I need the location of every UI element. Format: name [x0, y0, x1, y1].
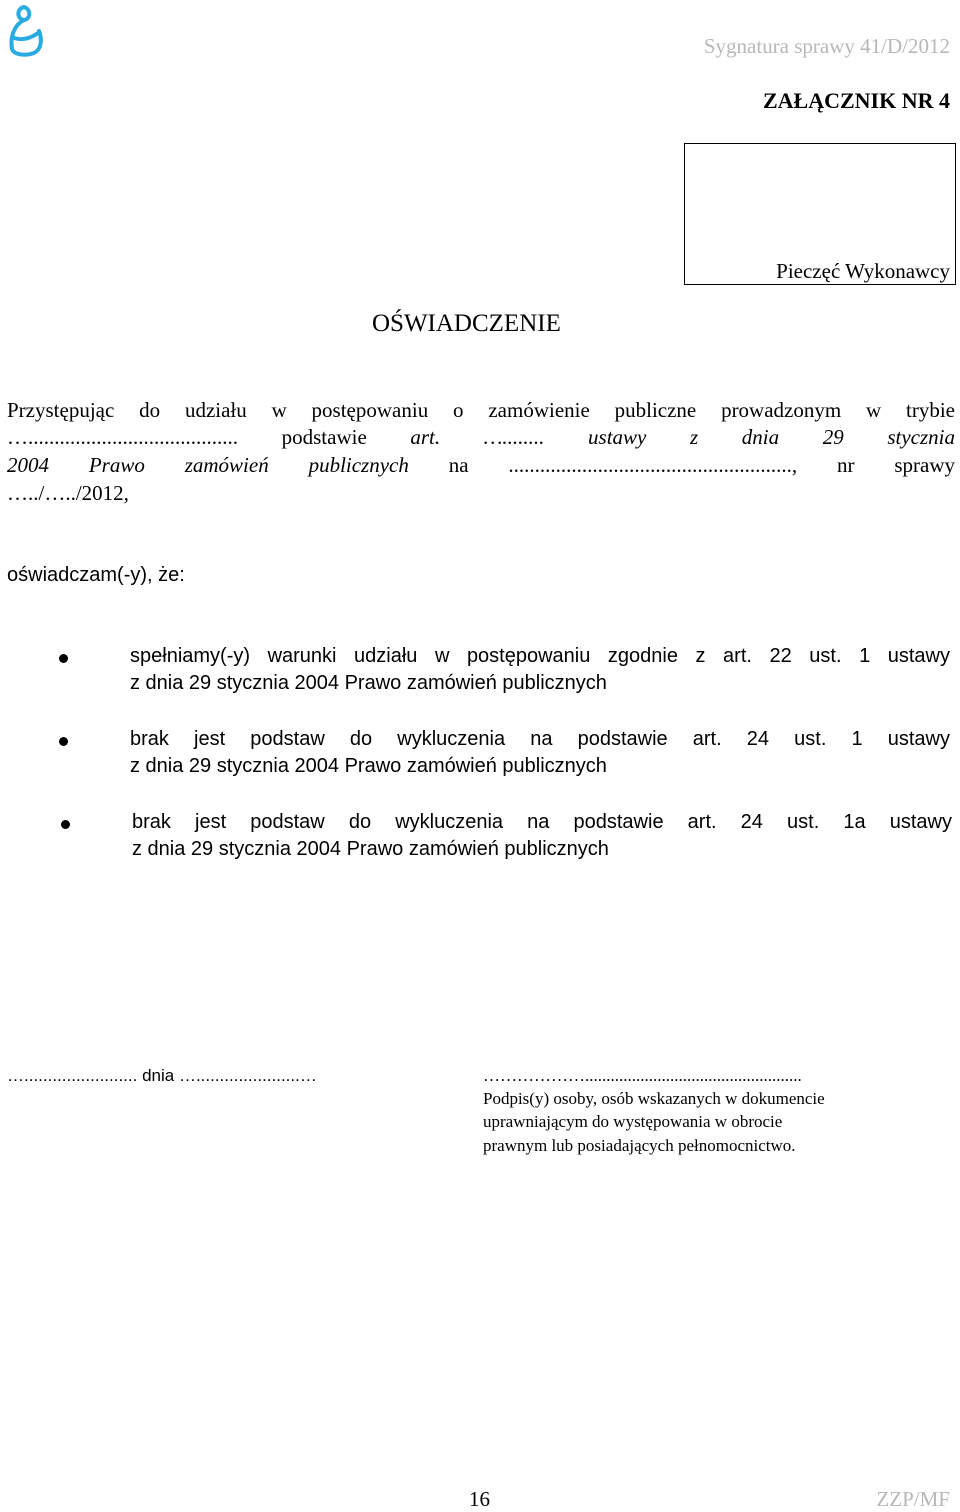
intro-line-2-plain: …........................................ podstawie	[7, 425, 411, 449]
organization-logo-icon	[6, 3, 46, 57]
signature-caption-1: Podpis(y) osoby, osób wskazanych w dokumencie	[483, 1089, 825, 1108]
bullet-2-line-2: z dnia 29 stycznia 2004 Prawo zamówień publicznych	[130, 755, 607, 777]
case-signature: Sygnatura sprawy 41/D/2012	[703, 34, 950, 58]
bullet-marker	[61, 820, 70, 829]
document-title: OŚWIADCZENIE	[372, 310, 561, 337]
intro-line-3-italic: 2004 Prawo zamówień publicznych	[7, 453, 409, 477]
intro-line-4: …../…../2012,	[7, 481, 129, 505]
declaration-lead: oświadczam(-y), że:	[7, 564, 185, 586]
intro-line-1: Przystępując do udziału w postępowaniu o zamówienie publiczne prowadzonym w trybie	[7, 398, 955, 422]
signature-dots: ………………...................................................	[483, 1066, 802, 1085]
annex-number: ZAŁĄCZNIK NR 4	[762, 88, 950, 113]
bullet-marker	[59, 654, 68, 663]
intro-line-2	[7, 425, 955, 450]
footer-code: ZZP/MF	[876, 1487, 950, 1511]
bullet-marker	[59, 737, 68, 746]
stamp-label: Pieczęć Wykonawcy	[776, 259, 950, 283]
bullet-3-line-1: brak jest podstaw do wykluczenia na podstawie art. 24 ust. 1a ustawy	[132, 811, 952, 833]
bullet-3-line-2: z dnia 29 stycznia 2004 Prawo zamówień publicznych	[132, 838, 609, 860]
intro-line-3-plain: na ......................................................, nr sprawy	[408, 453, 956, 477]
intro-line-2-italic: art. …........ ustawy z dnia 29 stycznia	[410, 425, 955, 449]
intro-line-3	[7, 453, 955, 478]
place-date-field: …........................ dnia …......................…	[7, 1066, 317, 1085]
page-number: 16	[469, 1487, 490, 1511]
signature-caption-3: prawnym lub posiadających pełnomocnictwo.	[483, 1136, 796, 1155]
bullet-1-line-2: z dnia 29 stycznia 2004 Prawo zamówień publicznych	[130, 672, 607, 694]
signature-caption-2: uprawniającym do występowania w obrocie	[483, 1112, 783, 1131]
bullet-2-line-1: brak jest podstaw do wykluczenia na podstawie art. 24 ust. 1 ustawy	[130, 728, 950, 750]
bullet-1-line-1: spełniamy(-y) warunki udziału w postępowaniu zgodnie z art. 22 ust. 1 ustawy	[130, 645, 950, 667]
